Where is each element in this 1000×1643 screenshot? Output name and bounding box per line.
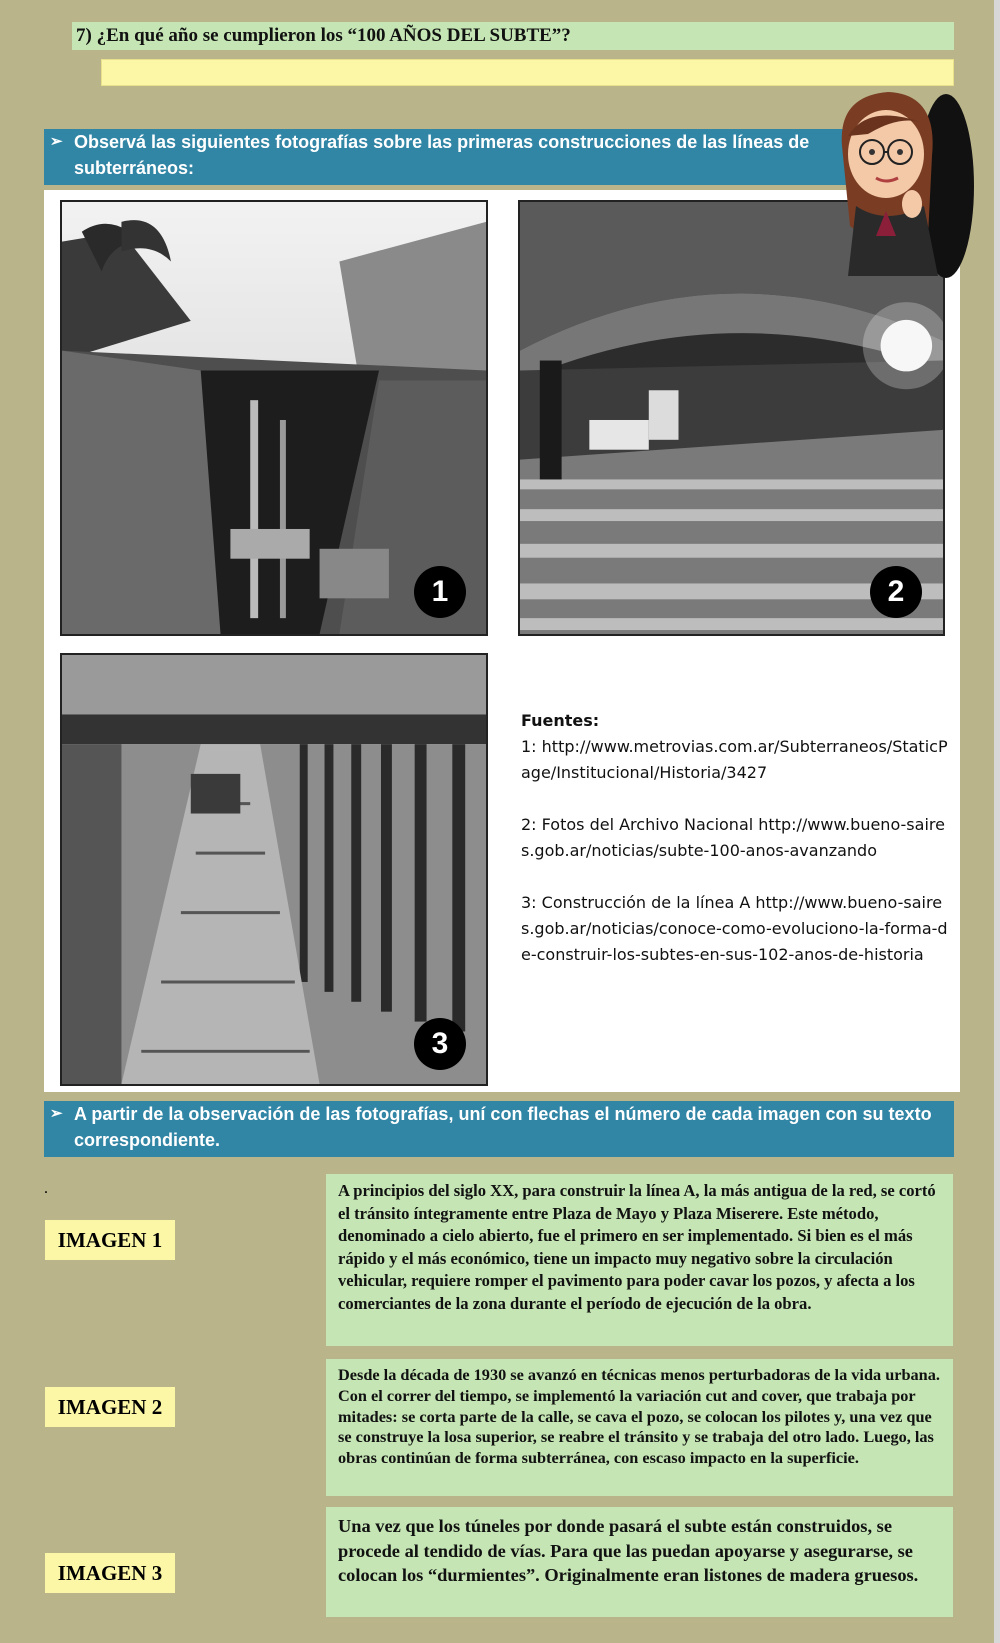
answer-field[interactable] (101, 59, 954, 86)
photo-3 (60, 653, 488, 1086)
image-label-1[interactable]: IMAGEN 1 (45, 1220, 175, 1260)
page-edge (994, 0, 1000, 1643)
photo-number-badge-1: 1 (414, 566, 466, 618)
match-text-3[interactable]: Una vez que los túneles por donde pasará el subte están construidos, se procede al tendido de vías. Para que las puedan apoyarse y asegurarse, se colocan los “durmientes”. Originalmente eran listones de madera gruesos. (326, 1507, 953, 1617)
avatar-illustration (828, 86, 978, 280)
sources-title: Fuentes: (521, 711, 600, 730)
match-text-2[interactable]: Desde la década de 1930 se avanzó en técnicas menos perturbadoras de la vida urbana. Con el correr del tiempo, se implementó la variación cut and cover, que trabaja por mitades: se corta parte de la calle, se cava el pozo, se colocan los pilotes y, una vez que se construye la losa superior, se reabre el tránsito y se trabaja del otro lado. Luego, las obras continúan de forma subterránea, con escaso impacto en la superficie. (326, 1359, 953, 1496)
arrow-bullet-icon-2: ➢ (50, 1105, 63, 1122)
avatar (828, 86, 978, 280)
match-text-1[interactable]: A principios del siglo XX, para construir la línea A, la más antigua de la red, se cortó el tránsito íntegramente entre Plaza de Mayo y Plaza Miserere. Este método, denominado a cielo abierto, fue el primero en ser implementado. Si bien es el más rápido y el más económico, tiene un impacto muy negativo sobre la circulación vehicular, requiere romper el pavimento para poder cavar los pozos, y afecta a los comerciantes de la zona durante el período de ejecución de la obra. (326, 1174, 953, 1346)
instruction-text-1: Observá las siguientes fotografías sobre las primeras construcciones de las líneas de subterráneos: (74, 132, 810, 178)
source-item-3: 3: Construcción de la línea A http://www.bueno-saires.gob.ar/noticias/conoce-como-evoluciono-la-forma-de-construir-los-subtes-en-sus-102-anos-de-historia (521, 893, 948, 964)
instruction-bar-1 (44, 129, 864, 185)
source-item-1: 1: http://www.metrovias.com.ar/Subterraneos/StaticPage/Institucional/Historia/3427 (521, 737, 948, 782)
image-label-3[interactable]: IMAGEN 3 (45, 1553, 175, 1593)
stray-dot: . (44, 1180, 48, 1197)
instruction-bar-2 (44, 1101, 954, 1157)
photo-number-badge-3: 3 (414, 1018, 466, 1070)
arrow-bullet-icon: ➢ (50, 133, 63, 150)
sources-block (521, 708, 951, 968)
image-label-2[interactable]: IMAGEN 2 (45, 1387, 175, 1427)
photo-number-badge-2: 2 (870, 566, 922, 618)
source-item-2: 2: Fotos del Archivo Nacional http://www.bueno-saires.gob.ar/noticias/subte-100-anos-avanzando (521, 815, 945, 860)
photo-3-image (62, 655, 486, 1084)
question-text: 7) ¿En qué año se cumplieron los “100 AÑOS DEL SUBTE”? (76, 25, 571, 46)
instruction-text-2: A partir de la observación de las fotografías, uní con flechas el número de cada imagen con su texto correspondiente. (74, 1104, 932, 1150)
question-bar (72, 22, 954, 50)
photo-1-image (62, 202, 486, 634)
